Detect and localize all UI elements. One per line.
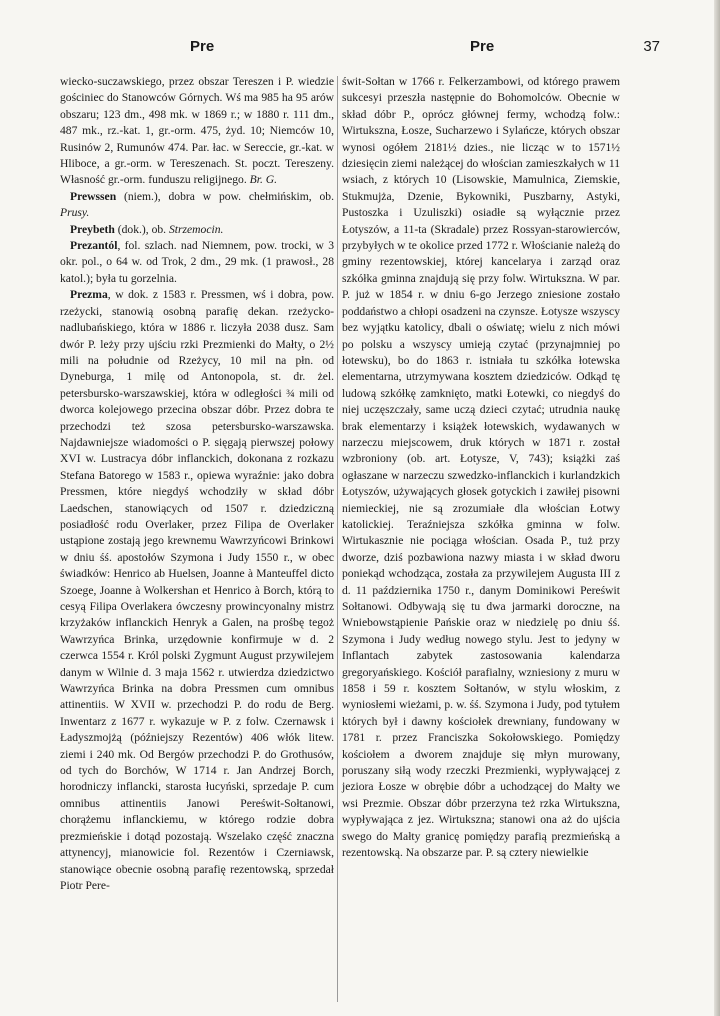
- right-column: [342, 74, 620, 862]
- left-column: [60, 74, 334, 894]
- header-left-word: Pre: [190, 38, 215, 55]
- signature: Br. G.: [249, 173, 278, 187]
- entry: Prewssen (niem.), dobra w pow. chełmińskim, ob. Prusy.: [60, 189, 334, 220]
- entry: Prezma, w dok. z 1583 r. Pressmen, wś i dobra, pow. rzeżycki, stanowią osobną parafię dekan. rzeżycko-nadlubańskiego, która w 1886 r. liczyła 2038 dusz. Sam dwór P. leży przy ujściu rzki Prezmienki do Małty, o 2½ mili na południe od Rzeżycy, 10 mil na płn. od Dyneburga, 1 milę od Antonopola, st. dr. żel. petersbursko-warszawskiej, która w odległości ¾ mili od dworca kolejowego przecina obszar dóbr. Przez dobra te przechodzi też szosa petersbursko-warszawska. Najdawniejsze wiadomości o P. sięgają pierwszej połowy XVI w. Lustracya dóbr inflanckich, dokonana z rozkazu Stefana Batorego w 1583 r., opiewa wyraźnie: jako dobra Pressmen, które niegdyś wchodziły w skład dóbr Laedschen, stanowiących od 1507 r. dziedziczną posiadłość rodu Overlaker, przez Filipa de Overlaker ustąpione zostają jego krewnemu Wawrzyńcowi Brinkowi w dniu śś. apostołów Szymona i Judy 1550 r., w obec świadków: Henrico ab Huelsen, Joanne à Manteuffel dicto Szoege, Joanne à Wolkershan et Henrico à Borch, którą to cesyą Filipa Overlakera ówczesny prowincyonalny mistrz krzyżaków inflanckich Henryk a Galen, na prośbę tegoż Wawrzyńca Brinka, urzędownie konfirmuje w d. 2 czerwca 1554 r. Król polski Zygmunt August przywilejem danym w Wilnie d. 3 maja 1562 r. utwierdza dziedzictwo Wawrzyńca Brinka na dobra Pressmen cum omnibus attinentiis. W XVII w. przechodzi P. do rodu de Berg. Inwentarz z 1677 r. wykazuje w P. z folw. Czernawsk i Ładyszmojżą (późniejszy Rezentów) 406 włók litew. ziemi i 240 mk. Od Bergów przechodzi P. do Grothusów, od tych do Borchów, W 1714 r. Jan Andrzej Borch, horodniczy inflancki, starosta łucyński, sprzedaje P. cum omnibus attinentiis Janowi Pereświt-Sołtanowi, chorążemu inflanckiemu, w którego rodzie dobra prezmieńskie i dotąd pozostają. Wszelako część znaczna attynencyj, mianowicie fol. Rezentów i Czerniawsk, stanowiące obecnie osobną parafię rezentowską, sprzedał Piotr Pere-: [60, 288, 334, 892]
- running-header: [60, 38, 660, 62]
- entry: Prezantól, fol. szlach. nad Niemnem, pow. trocki, w 3 okr. pol., o 64 w. od Trok, 2 dm., 29 mk. (1 prawosł., 28 katol.); była tu gorzelnia.: [60, 239, 334, 285]
- header-right-word: Pre: [470, 38, 495, 55]
- paragraph: świt-Sołtan w 1766 r. Felkerzambowi, od którego prawem sukcesyi przeszła następnie do Bohomolców. Obecnie w skład dóbr P., oprócz głównej fermy, wchodzą folw.: Wirtukszna, Łosze, Sucharzewo i Sylańcze, których obszar wynosi ogółem 2181½ dzies., nie licząc w to 1571½ dziesięcin ziemi należącej do włościan zamieszkałych w 11 wsiach, z których 10 (Lisowskie, Mamulnica, Ziemskie, Stukmujża, Dzenie, Bykowniki, Puszbarny, Astyki, Pustoszka i Uzuliszki) osiadłe są wyłącznie przez Łotyszów, a 11-ta (Skradale) przez Rossyan-starowierców, przybyłych w te okolice przed 1772 r. Włościanie należą do gminy rezentowskiej, której kancelarya i zarząd oraz szkółka gminna znajdują się przy folw. Wirtukszna. W par. P. już w 1854 r. w dniu 6-go Jerzego zniesione zostało poddaństwo a chłopi osadzeni na czynsze. Łotysze wszyscy bez wyjątku katolicy, dbali o oświatę; wielu z nich mówi po polsku a wszyscy umieją czytać (przynajmniej po łotewsku), bo do 1863 r. istniała tu szkółka łotewska elementarna, utrzymywana kosztem dziedziców. Odkąd tę ludową szkółkę zamknięto, matki Łotewki, co niegdyś do niej uczęszczały, same uczą dzieci czytać; utrudnia naukę brak elementarzy i książek łotewskich, wydawanych w narzeczu miejscowem, druk których w 1871 r. został wzbroniony (ob. art. Łotysze, V, 743); książki zaś ogłaszane w narzeczu szwedzko-inflanckich i kurlandzkich Łotyszów, używających głosek gotyckich i zawiłej pisowni niemieckiej, nie są zrozumiałe dla włościan Łotwy katolickiej. Teraźniejsza szkółka gminna w folw. Wirtukasznie nie pociąga włościan. Osada P., tuż przy dworze, dziś pozbawiona nazwy miasta i w skład dworu poniekąd wchodząca, została za przywilejem Augusta III z d. 11 października 1750 r., danym Dominikowi Pereświt Sołtanowi. Odbywają się tu dwa jarmarki doroczne, na Wniebowstąpienie Pańskie oraz w niedzielę po dniu śś. Szymona i Judy według nowego stylu. Jest to jedyny w Inflantach zabytek zastosowania kalendarza gregoryańskiego. Kościół parafialny, wzniesiony z muru w 1858 i 59 r. kosztem Sołtanów, w stylu włoskim, z wyniosłemi wieżami, p. w. śś. Szymona i Judy, pod tytułem których był i dawny kościołek drewniany, fundowany w 1781 r. przez Franciszka Sokołowskiego. Pomiędzy kościołem a dworem znajduje się młyn murowany, poruszany siłą wody rzeczki Prezmienki, wypływającej z jeziora Łosze w obrębie dóbr a uchodzącej do Małty we wsi Prezmie. Obszar dóbr przerzyna też rzka Wirtukszna, wypływająca z jez. Wirtukszna; stanowi ona aż do ujścia swego do Małty granicę pomiędzy parafią prezmieńską a rezentowską. Na obszarze par. P. są cztery niewielkie: [342, 75, 620, 860]
- cross-reference: Prusy.: [60, 206, 90, 220]
- page-edge-shadow: [714, 0, 720, 1016]
- cross-reference: Strzemocin.: [168, 222, 224, 236]
- entry-headword: Prezma: [70, 288, 108, 302]
- entry-headword: Prezantól: [70, 239, 118, 253]
- entry-headword: Preybeth: [70, 222, 115, 236]
- entry-headword: Prewssen: [70, 189, 117, 203]
- paragraph: wiecko-suczawskiego, przez obszar Tereszen i P. wiedzie gościniec do Stanowców Górnych. Wś ma 985 ha 95 arów obszaru; 123 dm., 498 mk. w 1869 r.; w 1880 r. 111 dm., 487 mk., rz.-kat. 1, gr.-orm. 475, żyd. 10; Niemców 10, Rusinów 2, Rumunów 474. Par. łac. w Sereccie, gr.-kat. w Hliboce, a gr.-orm. w Tereszenach. St. poczt. Tereszeny. Własność gr.-orm. funduszu religijnego. Br. G.: [60, 75, 334, 187]
- page-number: 37: [643, 38, 660, 55]
- entry: Preybeth (dok.), ob. Strzemocin.: [70, 222, 224, 236]
- column-divider: [337, 76, 338, 1002]
